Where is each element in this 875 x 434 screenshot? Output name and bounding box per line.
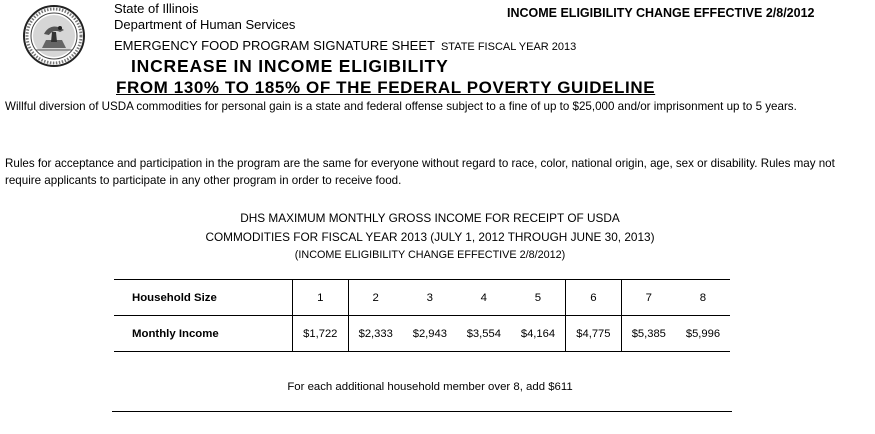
household-size-cell: 2 — [348, 280, 403, 316]
income-table — [114, 279, 730, 352]
household-size-cell: 4 — [457, 280, 511, 316]
household-size-cell: 5 — [511, 280, 566, 316]
state-seal-icon — [22, 4, 86, 68]
monthly-income-cell: $2,333 — [348, 316, 403, 352]
sheet-title: EMERGENCY FOOD PROGRAM SIGNATURE SHEET — [114, 38, 435, 53]
household-size-cell: 8 — [676, 280, 730, 316]
household-size-cell: 3 — [403, 280, 457, 316]
diversion-warning: Willful diversion of USDA commodities for personal gain is a state and federal offense subject to a fine of up to $25,000 and/or imprisonment up to 5 years. — [5, 100, 797, 113]
sheet-title-row — [114, 38, 576, 53]
household-size-cell: 1 — [293, 280, 349, 316]
table-caption-line1: DHS MAXIMUM MONTHLY GROSS INCOME FOR RECEIPT OF USDA — [240, 211, 620, 225]
household-size-label: Household Size — [114, 280, 293, 316]
table-caption-line3: (INCOME ELIGIBILITY CHANGE EFFECTIVE 2/8/2012) — [294, 249, 566, 261]
increase-title: INCREASE IN INCOME ELIGIBILITY — [131, 56, 449, 76]
monthly-income-cell: $4,775 — [566, 316, 622, 352]
monthly-income-cell: $3,554 — [457, 316, 511, 352]
change-notice: INCOME ELIGIBILITY CHANGE EFFECTIVE 2/8/2012 — [507, 6, 815, 20]
monthly-income-cell: $5,385 — [621, 316, 676, 352]
fiscal-year: STATE FISCAL YEAR 2013 — [440, 41, 577, 53]
table-row-household-size — [114, 280, 730, 316]
table-caption-line2: COMMODITIES FOR FISCAL YEAR 2013 (JULY 1, 2012 THROUGH JUNE 30, 2013) — [205, 230, 655, 244]
agency-state: State of Illinois — [114, 1, 199, 16]
household-size-cell: 6 — [566, 280, 622, 316]
monthly-income-cell: $5,996 — [676, 316, 730, 352]
monthly-income-label: Monthly Income — [114, 316, 293, 352]
table-row-monthly-income — [114, 316, 730, 352]
monthly-income-cell: $4,164 — [511, 316, 566, 352]
household-size-cell: 7 — [621, 280, 676, 316]
bottom-divider — [112, 411, 732, 412]
additional-member-note: For each additional household member over 8, add $611 — [287, 381, 573, 393]
monthly-income-cell: $2,943 — [403, 316, 457, 352]
range-title: FROM 130% TO 185% OF THE FEDERAL POVERTY GUIDELINE — [116, 78, 656, 97]
nondiscrimination-rules: Rules for acceptance and participation in the program are the same for everyone without regard to race, color, national origin, age, sex or disability. Rules may not require applicants to participate in any other program in order to receive food. — [5, 157, 835, 187]
agency-department: Department of Human Services — [114, 17, 296, 32]
monthly-income-cell: $1,722 — [293, 316, 349, 352]
